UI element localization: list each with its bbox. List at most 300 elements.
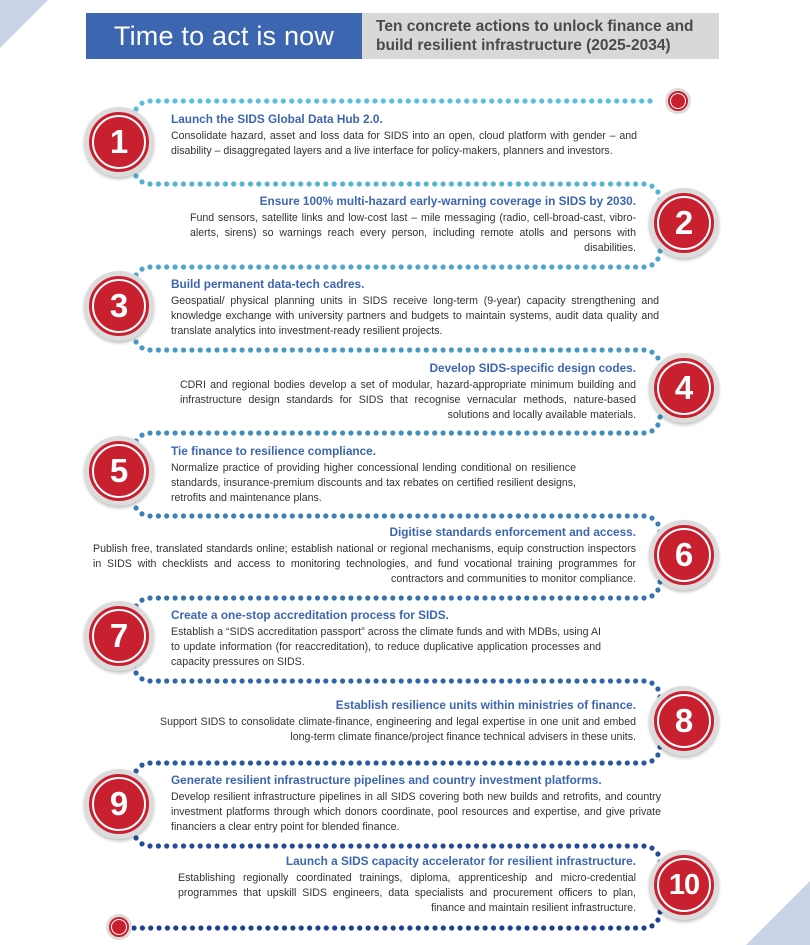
path-dot [274, 925, 279, 930]
path-dot [240, 513, 245, 518]
path-dot [332, 430, 337, 435]
path-dot [625, 843, 630, 848]
action-title: Ensure 100% multi-hazard early-warning coverage in SIDS by 2030. [259, 194, 636, 208]
path-dot [499, 513, 504, 518]
path-dot [541, 264, 546, 269]
path-dot [248, 925, 253, 930]
path-dot [466, 430, 471, 435]
action-item-9 [171, 772, 661, 835]
badge-number: 4 [674, 369, 694, 406]
path-dot [331, 98, 336, 103]
path-dot [173, 347, 178, 352]
path-dot [416, 925, 421, 930]
path-dot [449, 843, 454, 848]
path-dot [348, 430, 353, 435]
path-dot [140, 925, 145, 930]
path-dot [499, 925, 504, 930]
path-dot [558, 513, 563, 518]
path-dot [556, 98, 561, 103]
path-dot [424, 513, 429, 518]
path-dot [164, 595, 169, 600]
path-dot [181, 264, 186, 269]
path-dot [231, 181, 236, 186]
action-title: Launch a SIDS capacity accelerator for resilient infrastructure. [285, 854, 636, 868]
path-dot [382, 264, 387, 269]
path-dot [574, 760, 579, 765]
path-dot [139, 763, 144, 768]
path-dot [533, 430, 538, 435]
path-dot [457, 843, 462, 848]
path-dot [399, 181, 404, 186]
path-dot [206, 595, 211, 600]
path-dot [181, 98, 186, 103]
action-item-4 [180, 360, 636, 423]
path-dot [432, 264, 437, 269]
badge-action-4 [649, 353, 719, 423]
path-dot [134, 505, 139, 510]
path-dot [357, 347, 362, 352]
path-dot [633, 513, 638, 518]
path-dot [516, 925, 521, 930]
path-dot [625, 264, 630, 269]
path-dot [374, 347, 379, 352]
path-dot [533, 843, 538, 848]
path-dot [499, 760, 504, 765]
path-dot [616, 595, 621, 600]
path-dot [449, 513, 454, 518]
path-dot [156, 513, 161, 518]
path-dot [206, 760, 211, 765]
path-dot [608, 181, 613, 186]
path-dot [466, 925, 471, 930]
path-dot [491, 430, 496, 435]
path-dot [290, 513, 295, 518]
path-dot [273, 843, 278, 848]
path-dot [206, 843, 211, 848]
path-dot [514, 98, 519, 103]
path-dot [139, 433, 144, 438]
path-dot [600, 760, 605, 765]
path-dot [482, 595, 487, 600]
path-dot [340, 595, 345, 600]
path-dot [558, 843, 563, 848]
path-dot [173, 595, 178, 600]
path-dot [649, 923, 654, 928]
path-dot [272, 98, 277, 103]
path-dot [574, 595, 579, 600]
path-dot [281, 98, 286, 103]
path-dot [474, 513, 479, 518]
path-dot [206, 181, 211, 186]
path-dot [223, 760, 228, 765]
action-body: Establishing regionally coordinated trainings, diploma, apprenticeship and micro-credential programmes that upskill SIDS engineers, data specialists and procurement officers to plan, finance and maintain resilient infrastructure. [178, 872, 636, 914]
path-dot [365, 264, 370, 269]
path-dot [600, 925, 605, 930]
path-dot [575, 925, 580, 930]
path-dot [348, 264, 353, 269]
path-dot [507, 430, 512, 435]
badge-number: 8 [674, 702, 694, 739]
path-dot [374, 595, 379, 600]
path-dot [382, 760, 387, 765]
path-dot [572, 98, 577, 103]
path-dot [390, 347, 395, 352]
path-dot [164, 760, 169, 765]
path-dot [290, 181, 295, 186]
path-dot [457, 595, 462, 600]
path-dot [625, 760, 630, 765]
path-dot [541, 347, 546, 352]
path-dot [533, 760, 538, 765]
path-dot [566, 760, 571, 765]
path-dot [449, 595, 454, 600]
path-dot [458, 925, 463, 930]
path-dot [390, 760, 395, 765]
path-dot [491, 843, 496, 848]
path-dot [147, 513, 152, 518]
path-dot [298, 678, 303, 683]
path-dot [147, 760, 152, 765]
path-dot [482, 843, 487, 848]
path-dot [365, 678, 370, 683]
path-dot [415, 760, 420, 765]
path-dot [307, 760, 312, 765]
path-dot [298, 430, 303, 435]
path-dot [323, 264, 328, 269]
path-dot [256, 181, 261, 186]
path-dot [240, 843, 245, 848]
path-dot [273, 760, 278, 765]
path-dot [422, 98, 427, 103]
path-dot [516, 595, 521, 600]
path-dot [339, 98, 344, 103]
badge-action-9 [84, 769, 154, 839]
path-dot [574, 181, 579, 186]
badge-number: 3 [109, 287, 129, 324]
path-dot [214, 181, 219, 186]
badge-action-2 [649, 188, 719, 258]
path-dot [374, 843, 379, 848]
path-dot [156, 760, 161, 765]
action-body: Fund sensors, satellite links and low-cost last – mile messaging (radio, cell-broad-cast, vibro-alerts, sirens) so warnings reach every person, including remote atolls and persons with disabilities. [190, 212, 636, 254]
path-dot [633, 430, 638, 435]
action-title: Develop SIDS-specific design codes. [429, 361, 636, 375]
path-dot [223, 347, 228, 352]
path-dot [164, 181, 169, 186]
path-dot [424, 264, 429, 269]
path-dot [290, 347, 295, 352]
path-dot [139, 267, 144, 272]
path-dot [549, 347, 554, 352]
path-dot [364, 98, 369, 103]
path-dot [600, 678, 605, 683]
path-dot [508, 925, 513, 930]
path-dot [491, 595, 496, 600]
path-dot [390, 264, 395, 269]
path-dot [256, 98, 261, 103]
path-dot [641, 678, 646, 683]
path-dot [424, 347, 429, 352]
path-dot [482, 264, 487, 269]
path-dot [374, 513, 379, 518]
path-dot [332, 760, 337, 765]
path-dot [357, 264, 362, 269]
path-dot [625, 181, 630, 186]
path-dot [281, 843, 286, 848]
path-dot [524, 678, 529, 683]
path-dot [240, 264, 245, 269]
path-dot [558, 595, 563, 600]
path-dot [583, 595, 588, 600]
path-dot [134, 670, 139, 675]
path-dot [265, 595, 270, 600]
path-dot [583, 678, 588, 683]
path-dot [591, 264, 596, 269]
path-dot [214, 430, 219, 435]
path-dot [173, 843, 178, 848]
path-dot [583, 843, 588, 848]
path-dot [365, 430, 370, 435]
path-dot [457, 264, 462, 269]
path-dot [273, 678, 278, 683]
path-dot [381, 98, 386, 103]
path-dot [281, 430, 286, 435]
path-dot [406, 98, 411, 103]
path-dot [482, 347, 487, 352]
path-dot [265, 347, 270, 352]
path-dot [566, 595, 571, 600]
path-dot [516, 843, 521, 848]
path-dot [641, 760, 646, 765]
path-dot [566, 347, 571, 352]
path-dot [415, 678, 420, 683]
action-item-2 [190, 193, 636, 256]
path-dot [441, 347, 446, 352]
path-dot [533, 347, 538, 352]
path-dot [415, 264, 420, 269]
path-dot [281, 678, 286, 683]
path-dot [507, 347, 512, 352]
path-dot [415, 181, 420, 186]
path-dot [583, 430, 588, 435]
path-dot [332, 843, 337, 848]
path-dot [315, 843, 320, 848]
path-dot [181, 843, 186, 848]
page-title: Time to act is now [86, 13, 362, 59]
path-dot [407, 760, 412, 765]
path-dot [641, 925, 646, 930]
path-dot [466, 181, 471, 186]
path-dot [290, 843, 295, 848]
path-dot [323, 678, 328, 683]
path-dot [466, 264, 471, 269]
path-dot [415, 430, 420, 435]
path-dot [147, 98, 152, 103]
path-dot [256, 843, 261, 848]
path-dot [390, 843, 395, 848]
path-dot [583, 264, 588, 269]
path-dot [574, 678, 579, 683]
path-dot [365, 595, 370, 600]
action-body: Geospatial/ physical planning units in SIDS receive long-term (9-year) capacity strengthening and knowledge exchange with university partners and budgets to maintain systems, audit data quality and translate analytics into investment-ready resilient projects. [171, 295, 659, 337]
path-dot [432, 843, 437, 848]
path-dot [633, 181, 638, 186]
path-dot [641, 347, 646, 352]
path-dot [441, 430, 446, 435]
path-dot [600, 843, 605, 848]
path-dot [214, 513, 219, 518]
path-dot [315, 513, 320, 518]
path-dot [449, 678, 454, 683]
path-dot [281, 760, 286, 765]
path-dot [156, 678, 161, 683]
path-dot [431, 98, 436, 103]
path-dot [273, 595, 278, 600]
path-dot [240, 181, 245, 186]
path-dot [533, 513, 538, 518]
path-dot [357, 181, 362, 186]
path-dot [214, 678, 219, 683]
action-body: Support SIDS to consolidate climate-finance, engineering and legal expertise in one unit and embed long-term climate finance/project finance technical advisers in these units. [160, 716, 636, 743]
path-dot [625, 595, 630, 600]
path-dot [299, 925, 304, 930]
path-dot [633, 925, 638, 930]
path-dot [407, 678, 412, 683]
path-dot [549, 760, 554, 765]
path-dot [315, 430, 320, 435]
path-dot [156, 843, 161, 848]
path-dot [231, 430, 236, 435]
path-dot [541, 513, 546, 518]
path-dot [574, 347, 579, 352]
path-dot [616, 264, 621, 269]
path-dot [348, 843, 353, 848]
path-dot [374, 760, 379, 765]
path-dot [256, 264, 261, 269]
path-dot [206, 678, 211, 683]
path-dot [399, 595, 404, 600]
path-dot [290, 430, 295, 435]
path-dot [139, 345, 144, 350]
path-dot [655, 256, 660, 261]
path-dot [424, 595, 429, 600]
path-dot [389, 98, 394, 103]
path-start-cap [665, 88, 691, 114]
action-body: Consolidate hazard, asset and loss data for SIDS into an open, cloud platform with gender – and disability – disaggregated layers and a live interface for policy-makers, planners and investors. [171, 130, 637, 157]
path-dot [207, 925, 212, 930]
path-dot [223, 264, 228, 269]
path-dot [399, 430, 404, 435]
path-dot [206, 264, 211, 269]
path-dot [332, 513, 337, 518]
path-dot [600, 347, 605, 352]
path-dot [564, 98, 569, 103]
path-dot [164, 98, 169, 103]
path-dot [600, 430, 605, 435]
path-dot [324, 925, 329, 930]
path-dot [641, 513, 646, 518]
path-dot [441, 513, 446, 518]
path-dot [407, 430, 412, 435]
action-title: Build permanent data-tech cadres. [171, 277, 365, 291]
path-dot [181, 513, 186, 518]
badge-action-8 [649, 686, 719, 756]
path-dot [641, 843, 646, 848]
path-dot [608, 925, 613, 930]
path-dot [265, 678, 270, 683]
path-dot [173, 264, 178, 269]
path-dot [481, 98, 486, 103]
path-dot [189, 678, 194, 683]
path-dot [273, 513, 278, 518]
path-dot [281, 595, 286, 600]
path-dot [625, 678, 630, 683]
path-dot [497, 98, 502, 103]
path-dot [608, 843, 613, 848]
path-dot [374, 678, 379, 683]
path-dot [631, 98, 636, 103]
path-dot [491, 760, 496, 765]
path-dot [641, 181, 646, 186]
action-item-3 [171, 276, 659, 339]
path-dot [298, 843, 303, 848]
path-dot [282, 925, 287, 930]
path-dot [281, 513, 286, 518]
path-dot [566, 925, 571, 930]
path-dot [215, 925, 220, 930]
badge-number: 6 [674, 536, 694, 573]
path-dot [591, 181, 596, 186]
path-dot [466, 513, 471, 518]
path-dot [248, 595, 253, 600]
path-dot [223, 595, 228, 600]
path-dot [432, 513, 437, 518]
path-dot [407, 843, 412, 848]
path-dot [414, 98, 419, 103]
badge-action-7 [84, 601, 154, 671]
path-dot [507, 678, 512, 683]
path-dot [390, 595, 395, 600]
path-dot [332, 678, 337, 683]
path-dot [507, 595, 512, 600]
path-dot [374, 430, 379, 435]
action-item-7 [171, 607, 601, 670]
path-dot [649, 846, 654, 851]
path-dot [647, 98, 652, 103]
path-dot [591, 843, 596, 848]
path-dot [524, 760, 529, 765]
path-dot [547, 98, 552, 103]
path-dot [256, 430, 261, 435]
action-item-6 [93, 524, 636, 587]
path-dot [482, 513, 487, 518]
path-dot [491, 925, 496, 930]
path-dot [441, 760, 446, 765]
path-dot [655, 422, 660, 427]
subtitle-line-1: Ten concrete actions to unlock finance and [376, 18, 694, 35]
path-dot [247, 98, 252, 103]
path-dot [432, 760, 437, 765]
path-dot [449, 347, 454, 352]
path-dot [340, 181, 345, 186]
path-dot [332, 347, 337, 352]
path-dot [198, 264, 203, 269]
path-dot [441, 678, 446, 683]
path-dot [625, 513, 630, 518]
path-dot [533, 181, 538, 186]
path-dot [198, 430, 203, 435]
path-dot [198, 513, 203, 518]
